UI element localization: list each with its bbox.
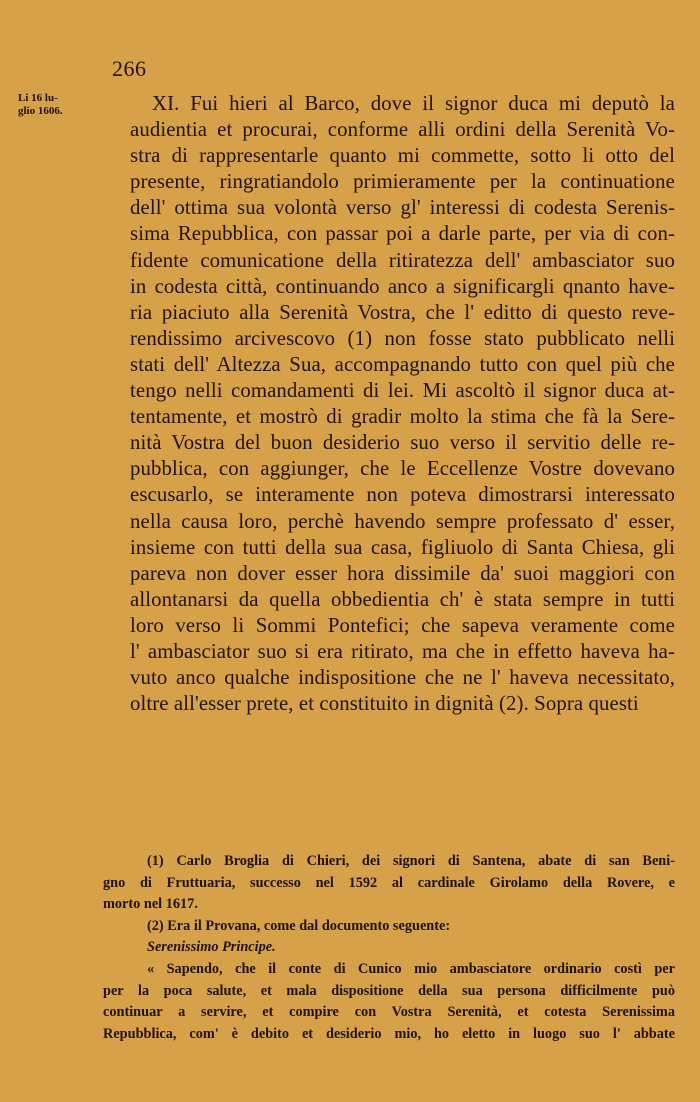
- footnote-line: (1) Carlo Broglia di Chieri, dei signori di Santena, abate di san Beni-: [147, 853, 675, 869]
- footnote-line: gno di Fruttuaria, successo nel 1592 al cardinale Girolamo della Rovere, e: [103, 874, 675, 891]
- text-line: stra di rappresentarle quanto mi commette, sotto li otto del: [130, 144, 675, 168]
- margin-note-line: Li 16 lu-: [18, 92, 58, 104]
- text-line: pubblica, con aggiunger, che le Eccellenze Vostre dovevano: [130, 457, 675, 481]
- footnote-line: (2) Era il Provana, come dal documento seguente:: [147, 917, 451, 934]
- footnote-line: Repubblica, com' è debito et desiderio mio, ho eletto in luogo suo l' abbate: [103, 1025, 675, 1042]
- text-line: sima Repubblica, con passar poi a darle parte, per via di con-: [130, 222, 675, 246]
- text-line: rendissimo arcivescovo (1) non fosse stato pubblicato nelli: [130, 326, 675, 350]
- main-text: [130, 91, 675, 717]
- footnote-line: Serenissimo Principe.: [147, 939, 276, 956]
- text-line: escusarlo, se interamente non poteva dimostrarsi interessato: [130, 483, 675, 507]
- text-line: XI. Fui hieri al Barco, dove il signor duca mi deputò la: [152, 92, 675, 115]
- footnote-line: morto nel 1617.: [103, 896, 198, 913]
- footnote-line: per la poca salute, et mala dispositione della sua persona difficilmente può: [103, 982, 675, 999]
- text-line: pareva non dover esser hora dissimile da' suoi maggiori con: [130, 561, 675, 585]
- text-line: presente, ringratiandolo primieramente per la continuatione: [130, 170, 675, 194]
- margin-note-line: glio 1606.: [18, 105, 63, 117]
- page-number: 266: [112, 56, 147, 81]
- text-line: audientia et procurai, conforme alli ordini della Serenità Vo-: [130, 118, 675, 142]
- text-line: l' ambasciator suo si era ritirato, ma che in effetto haveva ha-: [130, 639, 675, 663]
- text-line: tengo nelli comandamenti di lei. Mi ascoltò il signor duca at-: [130, 379, 675, 403]
- text-line: insieme con tutti della sua casa, figliuolo di Santa Chiesa, gli: [130, 535, 675, 559]
- text-line: tentamente, et mostrò di gradir molto la stima che fà la Sere-: [130, 405, 675, 429]
- text-line: vuto anco qualche indispositione che ne l' haveva necessitato,: [130, 666, 675, 690]
- text-line: ria piaciuto alla Serenità Vostra, che l' editto di questo reve-: [130, 300, 675, 324]
- text-line: dell' ottima sua volontà verso gl' interessi di codesta Serenis-: [130, 196, 675, 220]
- text-line: nità Vostra del buon desiderio suo verso il servitio delle re-: [130, 431, 675, 455]
- text-line: oltre all'esser prete, et constituito in dignità (2). Sopra questi: [130, 692, 639, 716]
- text-line: in codesta città, continuando anco a significargli qnanto have-: [130, 274, 675, 298]
- text-line: loro verso li Sommi Pontefici; che sapeva veramente come: [130, 613, 675, 637]
- margin-note: [18, 92, 104, 118]
- footnote-line: continuar a servire, et compire con Vostra Serenità, et cotesta Serenissima: [103, 1004, 675, 1021]
- text-line: fidente comunicatione della ritiratezza dell' ambasciator suo: [130, 248, 675, 272]
- text-line: stati dell' Altezza Sua, accompagnando tutto con quel più che: [130, 352, 675, 376]
- footnotes: [103, 851, 675, 1045]
- text-line: allontanarsi da quella obbedientia ch' è stata sempre in tutti: [130, 587, 675, 611]
- footnote-line: « Sapendo, che il conte di Cunico mio ambasciatore ordinario costì per: [147, 960, 675, 977]
- text-line: nella causa loro, perchè havendo sempre professato d' esser,: [130, 509, 675, 533]
